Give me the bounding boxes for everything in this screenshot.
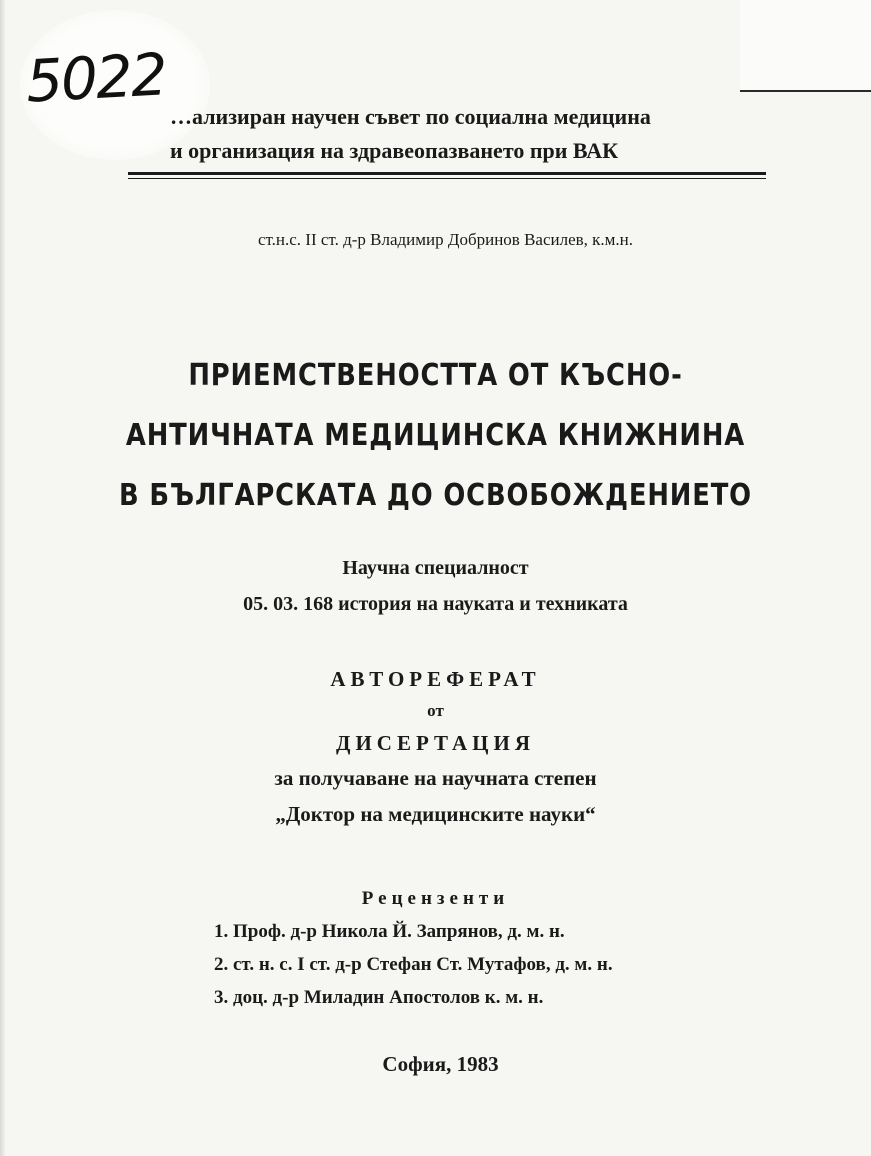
reviewers-heading: Рецензенти	[361, 888, 510, 909]
abstract-block	[0, 662, 871, 832]
abstract-of: от	[427, 701, 444, 720]
title-line-1: ПРИЕМСТВЕНОСТТА ОТ КЪСНО-	[188, 358, 683, 393]
abstract-type: АВТОРЕФЕРАТ	[330, 667, 541, 691]
reviewers-list	[214, 915, 613, 1014]
council-line-1: …ализиран научен съвет по социална медицина	[170, 104, 651, 129]
reviewer-item: 3. доц. д-р Миладин Апостолов к. м. н.	[214, 987, 544, 1008]
abstract-dissertation: ДИСЕРТАЦИЯ	[336, 731, 535, 755]
abstract-degree: „Доктор на медицинските науки“	[275, 802, 596, 826]
title-line-2: АНТИЧНАТА МЕДИЦИНСКА КНИЖНИНА	[125, 418, 746, 453]
title-line-3: В БЪЛГАРСКАТА ДО ОСВОБОЖДЕНИЕТО	[119, 478, 752, 513]
city-year: София, 1983	[382, 1052, 499, 1076]
specialty-block	[0, 550, 871, 622]
accession-number: 5022	[24, 40, 168, 116]
reviewer-item: 2. ст. н. с. I ст. д-р Стефан Ст. Мутафов, д. м. н.	[214, 954, 613, 975]
header-rule-thick	[128, 172, 766, 175]
reviewers-heading-block	[0, 883, 871, 915]
reviewer-item: 1. Проф. д-р Никола Й. Запрянов, д. м. н.	[214, 921, 565, 942]
council-line-2: и организация на здравеопазването при ВАК	[170, 138, 619, 163]
specialty-code: 05. 03. 168 история на науката и техниката	[243, 593, 628, 615]
abstract-purpose: за получаване на научната степен	[274, 766, 597, 790]
dissertation-title	[61, 346, 810, 526]
author: ст.н.с. II ст. д-р Владимир Добринов Василев, к.м.н.	[257, 230, 634, 249]
paper-tab	[740, 0, 871, 92]
header-rule-thin	[128, 178, 766, 179]
specialty-label: Научна специалност	[342, 557, 529, 579]
council-header	[170, 100, 790, 168]
